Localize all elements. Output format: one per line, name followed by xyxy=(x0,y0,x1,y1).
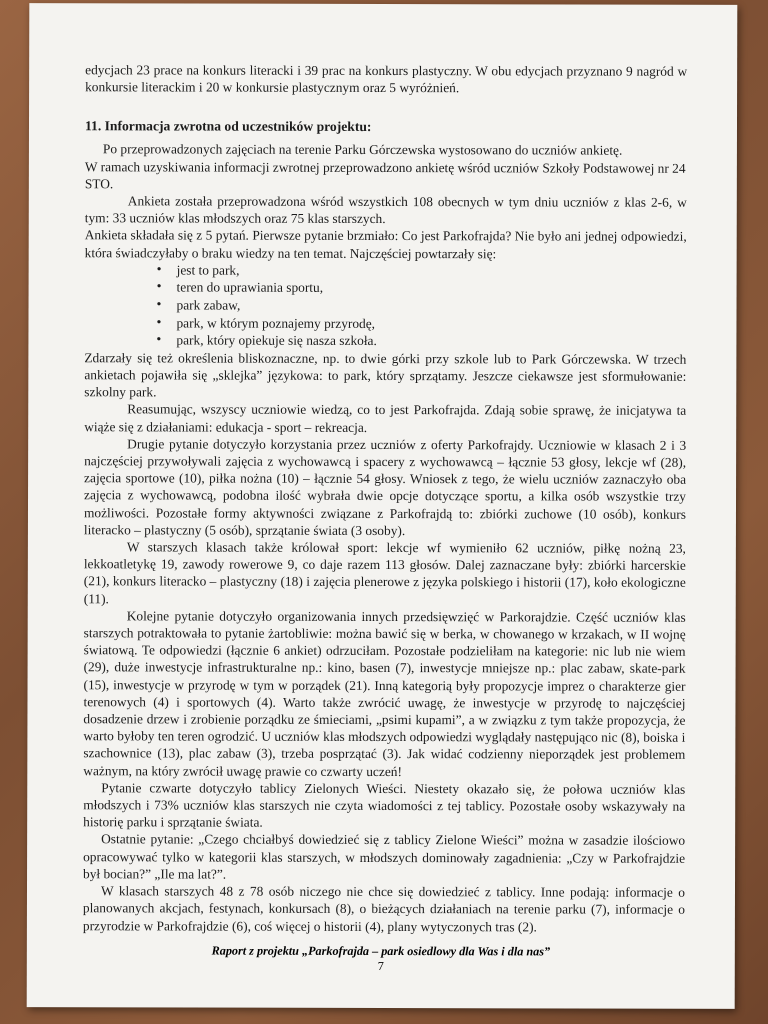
paragraph-question-two: Drugie pytanie dotyczyło korzystania przez uczniów z oferty Parkofrajdy. Uczniowie w klasach 2 i 3 najczęściej przywoływali zajęcia z wychowawcą i spacery z wychowawcą – łącznie 53 głosy, lekcje wf (28), zajęcia sportowe (10), piłka nożna (10) – łącznie 54 głosy. Wniosek z tego, że wielu uczniów zaznaczyło oba zajęcia z wychowawcą, podobna ilość wybrała dwie opcje dotyczące sportu, a kilka osób wszystkie trzy możliwości. Pozostałe formy aktywności związane z Parkofrajdą to: zbiórki zuchowe (10 osób), konkurs literacko – plastyczny (5 osób), sprzątanie świata (3 osoby). xyxy=(83,436,687,538)
page-footer xyxy=(27,943,735,975)
list-item: • park, który opiekuje się nasza szkoła. xyxy=(156,332,686,351)
footer-title: Raport z projektu „Parkofrajda – park osiedlowy dla Was i dla nas” xyxy=(211,943,551,959)
intro-paragraph: edycjach 23 prace na konkurs literacki i 39 prac na konkurs plastyczny. W obu edycjach przyznano 9 nagród w konkursie literackim i 20 w konkursie plastycznym oraz 5 wyróżnień. xyxy=(85,62,688,96)
paragraph-question-three: Kolejne pytanie dotyczyło organizowania innych przedsięwzięć w Parkorajdzie. Część uczniów klas starszych potraktowała to pytanie żartobliwie: można bawić się w berka, w chowanego w krzakach, w II wojnę światową. Te odpowiedzi (łącznie 6 ankiet) odrzuciłam. Pozostałe podzieliłam na kategorie: nic lub nie wiem (29), duże inwestycje infrastrukturalne np.: kino, basen (7), inwestycje mniejsze np.: plac zabaw, skate-park (15), inwestycje w przyrodę w tym w porządek (21). Inną kategorią były propozycje imprez o charakterze gier terenowych (4) i sportowych (4). Warto także zwrócić uwagę, że inwestycje w przyrodę to najczęściej dosadzenie drzew i zrobienie porządku ze śmieciami, „psimi kupami”, a w związku z tym także propozycja, że warto byłoby ten teren ogrodzić. U uczniów klas młodszych odpowiedzi wyglądały następująco nic (8), boiska i szachownice (13), plac zabaw (3), trzeba posprzątać (3). Jak widać codzienny nieporządek jest problemem ważnym, na który zwrócił uwagę prawie co czwarty uczeń! xyxy=(83,608,686,779)
document-page xyxy=(27,3,738,1009)
paragraph-synonyms: Zdarzały się też określenia bliskoznaczne, np. to dwie górki przy szkole lub to Park Górczewska. W trzech ankietach pojawiła się „sklejka” językowa: to park, który sprzątamy. Jeszcze ciekawsze jest sformułowanie: szkolny park. xyxy=(84,350,687,400)
page-number: 7 xyxy=(377,958,384,974)
paragraph-survey-intro: Po przeprowadzonych zajęciach na terenie Parku Górczewska wystosowano do uczniów ankietę. xyxy=(102,141,623,159)
list-item: • jest to park, xyxy=(157,261,687,280)
answer-list xyxy=(84,261,686,351)
paragraph-older-classes: W starszych klasach także królował sport: lekcje wf wymieniło 62 uczniów, piłkę nożną 23, lekkoatletykę 19, zawody rowerowe 9, co daje razem 113 głosów. Dalej zaznaczane były: zbiórki harcerskie (21), konkurs literacko – plastyczny (18) i zajęcia plenerowe z języka polskiego i historii (17), koło ekologiczne (11). xyxy=(83,539,686,606)
paragraph-question-five: Ostatnie pytanie: „Czego chciałbyś dowiedzieć się z tablicy Zielone Wieści” można w zasadzie ilościowo opracowywać tylko w kategorii klas starszych, w młodszych dominowały zagadnienia: „Czy w Parkofrajdzie był bocian?” „Ile ma lat?”. xyxy=(83,831,686,882)
paragraph-question-four: Pytanie czwarte dotyczyło tablicy Zielonych Wieści. Niestety okazało się, że połowa uczniów klas młodszych i 73% uczniów klas starszych nie czyta wiadomości z tej tablicy. Pozostałe osoby wskazywały na historię parku i sprzątanie świata. xyxy=(83,780,686,830)
section-heading: 11. Informacja zwrotna od uczestników projektu: xyxy=(84,118,372,135)
page-content xyxy=(83,61,687,935)
list-item: • park, w którym poznajemy przyrodę, xyxy=(156,314,686,333)
paragraph-question-one: Ankieta składała się z 5 pytań. Pierwsze pytanie brzmiało: Co jest Parkofrajda? Nie było ani jednej odpowiedzi, która świadczyłaby o braku wiedzy na ten temat. Najczęściej powtarzały się: xyxy=(84,227,687,261)
paragraph-older-answers: W klasach starszych 48 z 78 osób niczego nie chce się dowiedzieć z tablicy. Inne podają: informacje o planowanych akcjach, festynach, konkursach (8), o bieżących działaniach na terenie parku (7), informacje o przyrodzie w Parkofrajdzie (6), coś więcej o historii (4), plany wytyczonych tras (2). xyxy=(82,883,686,934)
paragraph-summary: Reasumując, wszyscy uczniowie wiedzą, co to jest Parkofrajda. Zdają sobie sprawę, że inicjatywa ta wiąże się z działaniami: edukacja - sport – rekreacja. xyxy=(84,401,687,435)
list-item: • teren do uprawiania sportu, xyxy=(157,279,687,298)
paragraph-survey-participants: Ankieta została przeprowadzona wśród wszystkich 108 obecnych w tym dniu uczniów z klas 2-6, w tym: 33 uczniów klas młodszych oraz 75 klas starszych. xyxy=(84,193,687,227)
list-item: • park zabaw, xyxy=(157,296,687,315)
paragraph-survey-context: W ramach uzyskiwania informacji zwrotnej przeprowadzono ankietę wśród uczniów Szkoły Podstawowej nr 24 STO. xyxy=(84,158,686,192)
